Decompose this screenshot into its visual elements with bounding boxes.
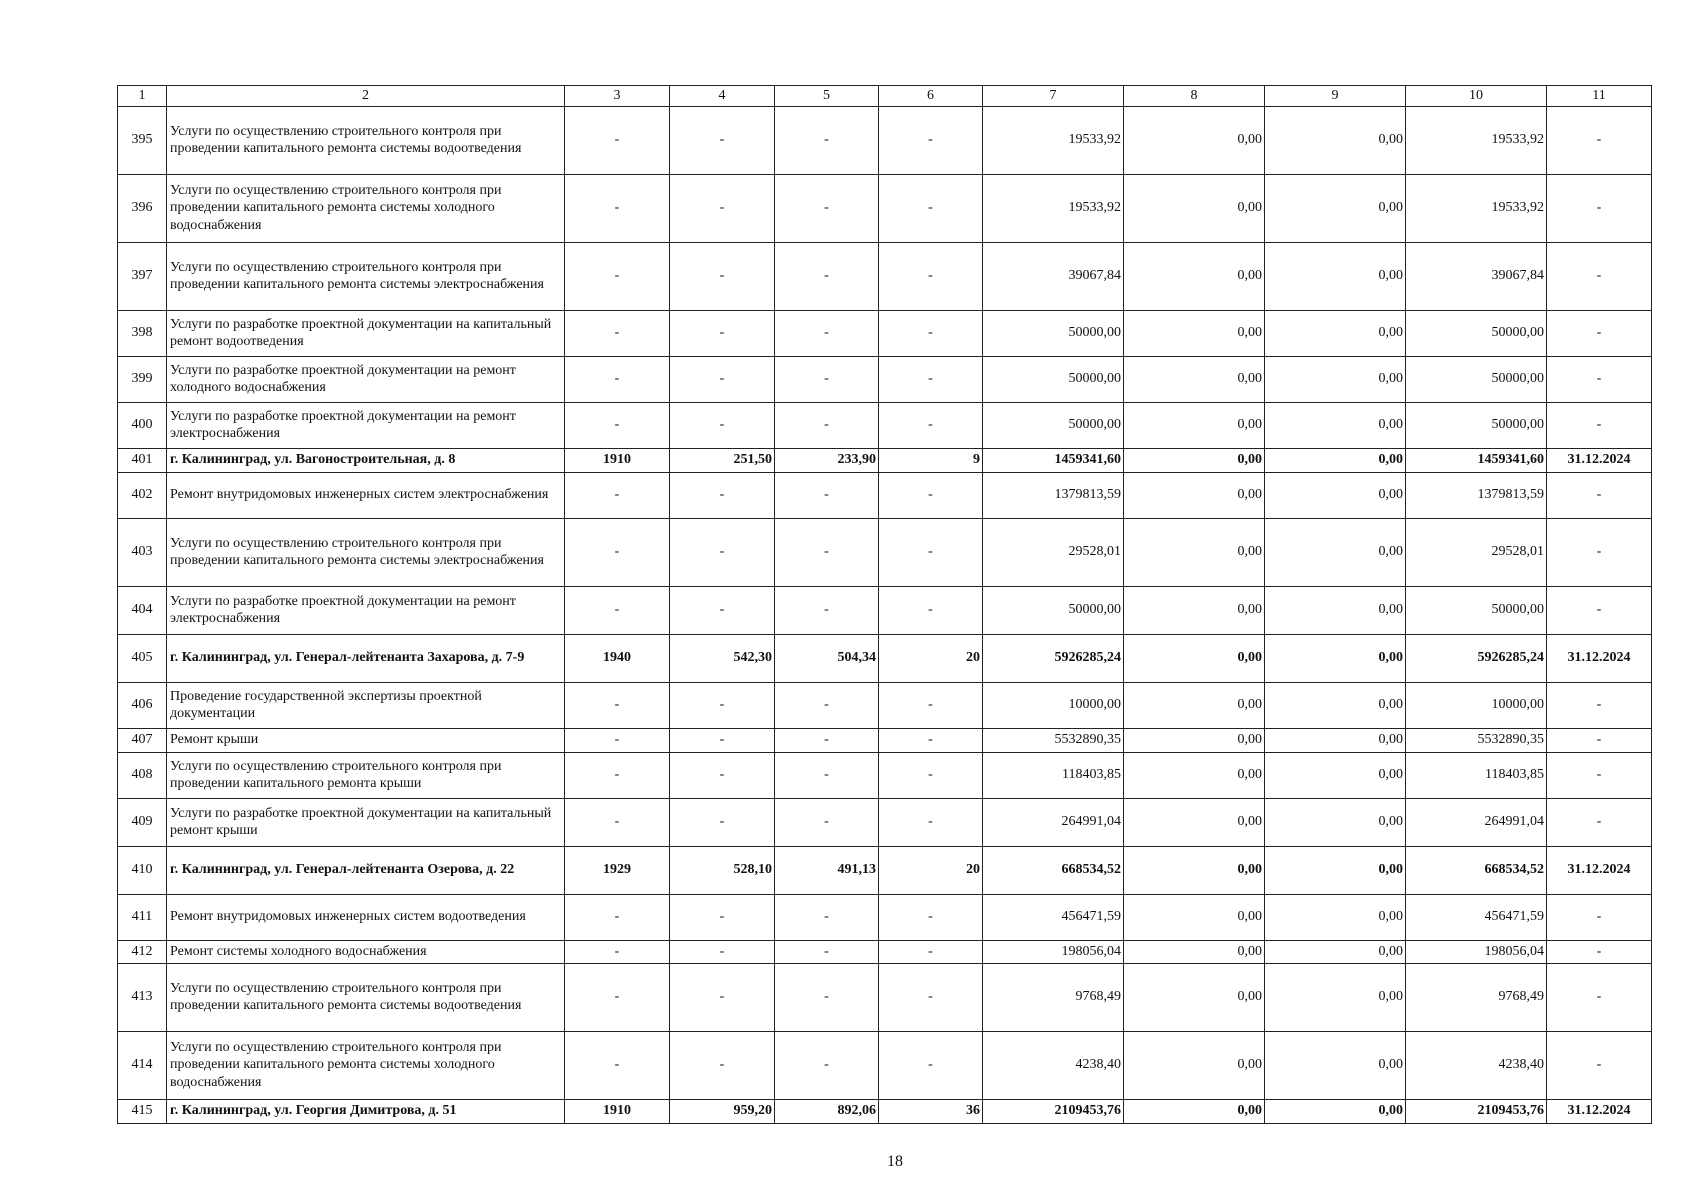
- cost-owners-cell: 9768,49: [1406, 963, 1547, 1031]
- area-living-cell: -: [775, 174, 879, 242]
- work-description-cell: Услуги по осуществлению строительного контроля при проведении капитального ремонта системы водоотведения: [167, 963, 565, 1031]
- row-number-cell: 410: [118, 846, 167, 894]
- residents-cell: 9: [879, 448, 983, 472]
- work-description-cell: Проведение государственной экспертизы проектной документации: [167, 682, 565, 728]
- area-total-cell: -: [670, 356, 775, 402]
- area-living-cell: -: [775, 798, 879, 846]
- table-row: [118, 728, 1652, 752]
- table-row: [118, 174, 1652, 242]
- area-total-cell: -: [670, 586, 775, 634]
- table-row: [118, 402, 1652, 448]
- cost-owners-cell: 4238,40: [1406, 1031, 1547, 1099]
- row-number-cell: 401: [118, 448, 167, 472]
- area-living-cell: -: [775, 106, 879, 174]
- work-description-cell: Ремонт системы холодного водоснабжения: [167, 940, 565, 963]
- cost-owners-cell: 5926285,24: [1406, 634, 1547, 682]
- deadline-cell: -: [1547, 518, 1652, 586]
- deadline-cell: -: [1547, 586, 1652, 634]
- area-total-cell: -: [670, 242, 775, 310]
- cost-other-cell: 0,00: [1265, 1031, 1406, 1099]
- residents-cell: -: [879, 752, 983, 798]
- table-row: [118, 518, 1652, 586]
- table-body: [118, 86, 1652, 1124]
- deadline-cell: -: [1547, 106, 1652, 174]
- cost-other-cell: 0,00: [1265, 894, 1406, 940]
- year-built-cell: -: [565, 894, 670, 940]
- cost-other-cell: 0,00: [1265, 682, 1406, 728]
- cost-owners-cell: 264991,04: [1406, 798, 1547, 846]
- residents-cell: -: [879, 798, 983, 846]
- year-built-cell: -: [565, 106, 670, 174]
- address-row: [118, 1099, 1652, 1123]
- year-built-cell: -: [565, 752, 670, 798]
- cost-owners-cell: 50000,00: [1406, 356, 1547, 402]
- residents-cell: -: [879, 106, 983, 174]
- work-description-cell: Услуги по осуществлению строительного контроля при проведении капитального ремонта системы водоотведения: [167, 106, 565, 174]
- cost-total-cell: 5532890,35: [983, 728, 1124, 752]
- cost-fund-cell: 0,00: [1124, 682, 1265, 728]
- deadline-cell: -: [1547, 963, 1652, 1031]
- cost-owners-cell: 19533,92: [1406, 106, 1547, 174]
- residents-cell: -: [879, 356, 983, 402]
- residents-cell: -: [879, 894, 983, 940]
- row-number-cell: 402: [118, 472, 167, 518]
- deadline-cell: -: [1547, 798, 1652, 846]
- area-living-cell: -: [775, 402, 879, 448]
- table-row: [118, 586, 1652, 634]
- deadline-cell: 31.12.2024: [1547, 1099, 1652, 1123]
- data-table: [117, 85, 1652, 1124]
- work-description-cell: Услуги по разработке проектной документации на капитальный ремонт водоотведения: [167, 310, 565, 356]
- work-description-cell: г. Калининград, ул. Георгия Димитрова, д. 51: [167, 1099, 565, 1123]
- area-living-cell: -: [775, 242, 879, 310]
- work-description-cell: г. Калининград, ул. Генерал-лейтенанта Озерова, д. 22: [167, 846, 565, 894]
- cost-fund-cell: 0,00: [1124, 728, 1265, 752]
- column-header: 8: [1124, 86, 1265, 107]
- residents-cell: -: [879, 682, 983, 728]
- area-total-cell: -: [670, 402, 775, 448]
- work-description-cell: Ремонт внутридомовых инженерных систем электроснабжения: [167, 472, 565, 518]
- column-header: 9: [1265, 86, 1406, 107]
- table-row: [118, 356, 1652, 402]
- area-total-cell: -: [670, 1031, 775, 1099]
- area-total-cell: 542,30: [670, 634, 775, 682]
- cost-owners-cell: 50000,00: [1406, 402, 1547, 448]
- area-living-cell: -: [775, 518, 879, 586]
- cost-fund-cell: 0,00: [1124, 634, 1265, 682]
- area-living-cell: -: [775, 682, 879, 728]
- area-total-cell: 528,10: [670, 846, 775, 894]
- cost-fund-cell: 0,00: [1124, 894, 1265, 940]
- residents-cell: 20: [879, 846, 983, 894]
- residents-cell: -: [879, 242, 983, 310]
- header-row: [118, 86, 1652, 107]
- page-number: 18: [887, 1153, 903, 1170]
- table-row: [118, 1031, 1652, 1099]
- year-built-cell: -: [565, 518, 670, 586]
- cost-total-cell: 50000,00: [983, 402, 1124, 448]
- cost-total-cell: 50000,00: [983, 586, 1124, 634]
- cost-total-cell: 29528,01: [983, 518, 1124, 586]
- cost-other-cell: 0,00: [1265, 798, 1406, 846]
- cost-total-cell: 19533,92: [983, 174, 1124, 242]
- row-number-cell: 396: [118, 174, 167, 242]
- cost-total-cell: 118403,85: [983, 752, 1124, 798]
- deadline-cell: -: [1547, 402, 1652, 448]
- row-number-cell: 397: [118, 242, 167, 310]
- residents-cell: -: [879, 586, 983, 634]
- work-description-cell: Услуги по осуществлению строительного контроля при проведении капитального ремонта системы электроснабжения: [167, 242, 565, 310]
- area-total-cell: -: [670, 798, 775, 846]
- column-header: 1: [118, 86, 167, 107]
- cost-other-cell: 0,00: [1265, 728, 1406, 752]
- cost-total-cell: 1459341,60: [983, 448, 1124, 472]
- cost-total-cell: 9768,49: [983, 963, 1124, 1031]
- work-description-cell: г. Калининград, ул. Генерал-лейтенанта Захарова, д. 7-9: [167, 634, 565, 682]
- cost-other-cell: 0,00: [1265, 242, 1406, 310]
- area-total-cell: -: [670, 106, 775, 174]
- row-number-cell: 415: [118, 1099, 167, 1123]
- column-header: 2: [167, 86, 565, 107]
- work-description-cell: Услуги по разработке проектной документации на капитальный ремонт крыши: [167, 798, 565, 846]
- year-built-cell: -: [565, 402, 670, 448]
- column-header: 11: [1547, 86, 1652, 107]
- year-built-cell: -: [565, 798, 670, 846]
- row-number-cell: 411: [118, 894, 167, 940]
- table-row: [118, 940, 1652, 963]
- area-living-cell: -: [775, 963, 879, 1031]
- cost-other-cell: 0,00: [1265, 472, 1406, 518]
- table-row: [118, 242, 1652, 310]
- cost-total-cell: 1379813,59: [983, 472, 1124, 518]
- row-number-cell: 399: [118, 356, 167, 402]
- deadline-cell: -: [1547, 1031, 1652, 1099]
- cost-fund-cell: 0,00: [1124, 472, 1265, 518]
- cost-total-cell: 264991,04: [983, 798, 1124, 846]
- year-built-cell: -: [565, 940, 670, 963]
- row-number-cell: 398: [118, 310, 167, 356]
- deadline-cell: -: [1547, 728, 1652, 752]
- cost-fund-cell: 0,00: [1124, 106, 1265, 174]
- area-living-cell: -: [775, 894, 879, 940]
- cost-fund-cell: 0,00: [1124, 1099, 1265, 1123]
- column-header: 4: [670, 86, 775, 107]
- area-living-cell: 892,06: [775, 1099, 879, 1123]
- deadline-cell: 31.12.2024: [1547, 448, 1652, 472]
- table-row: [118, 798, 1652, 846]
- table-row: [118, 106, 1652, 174]
- cost-owners-cell: 50000,00: [1406, 310, 1547, 356]
- year-built-cell: -: [565, 586, 670, 634]
- residents-cell: -: [879, 174, 983, 242]
- cost-total-cell: 456471,59: [983, 894, 1124, 940]
- cost-other-cell: 0,00: [1265, 310, 1406, 356]
- cost-fund-cell: 0,00: [1124, 586, 1265, 634]
- cost-other-cell: 0,00: [1265, 963, 1406, 1031]
- cost-owners-cell: 1379813,59: [1406, 472, 1547, 518]
- year-built-cell: -: [565, 310, 670, 356]
- cost-total-cell: 198056,04: [983, 940, 1124, 963]
- cost-owners-cell: 39067,84: [1406, 242, 1547, 310]
- cost-fund-cell: 0,00: [1124, 940, 1265, 963]
- deadline-cell: -: [1547, 682, 1652, 728]
- area-total-cell: -: [670, 940, 775, 963]
- year-built-cell: -: [565, 356, 670, 402]
- cost-owners-cell: 198056,04: [1406, 940, 1547, 963]
- area-total-cell: -: [670, 752, 775, 798]
- area-living-cell: -: [775, 1031, 879, 1099]
- residents-cell: 36: [879, 1099, 983, 1123]
- table-row: [118, 472, 1652, 518]
- table-row: [118, 752, 1652, 798]
- residents-cell: -: [879, 310, 983, 356]
- cost-other-cell: 0,00: [1265, 174, 1406, 242]
- area-living-cell: 504,34: [775, 634, 879, 682]
- table-row: [118, 310, 1652, 356]
- cost-fund-cell: 0,00: [1124, 356, 1265, 402]
- deadline-cell: -: [1547, 310, 1652, 356]
- address-row: [118, 846, 1652, 894]
- residents-cell: -: [879, 940, 983, 963]
- area-living-cell: -: [775, 472, 879, 518]
- work-description-cell: Услуги по разработке проектной документации на ремонт электроснабжения: [167, 402, 565, 448]
- cost-fund-cell: 0,00: [1124, 846, 1265, 894]
- cost-total-cell: 668534,52: [983, 846, 1124, 894]
- address-row: [118, 448, 1652, 472]
- year-built-cell: -: [565, 682, 670, 728]
- cost-total-cell: 50000,00: [983, 310, 1124, 356]
- area-total-cell: -: [670, 472, 775, 518]
- cost-other-cell: 0,00: [1265, 448, 1406, 472]
- work-description-cell: Услуги по осуществлению строительного контроля при проведении капитального ремонта системы электроснабжения: [167, 518, 565, 586]
- row-number-cell: 400: [118, 402, 167, 448]
- work-description-cell: г. Калининград, ул. Вагоностроительная, д. 8: [167, 448, 565, 472]
- column-header: 7: [983, 86, 1124, 107]
- deadline-cell: -: [1547, 174, 1652, 242]
- cost-owners-cell: 2109453,76: [1406, 1099, 1547, 1123]
- year-built-cell: -: [565, 242, 670, 310]
- area-total-cell: -: [670, 728, 775, 752]
- column-header: 10: [1406, 86, 1547, 107]
- cost-total-cell: 39067,84: [983, 242, 1124, 310]
- deadline-cell: -: [1547, 472, 1652, 518]
- cost-other-cell: 0,00: [1265, 752, 1406, 798]
- area-living-cell: -: [775, 728, 879, 752]
- area-total-cell: -: [670, 963, 775, 1031]
- column-header: 6: [879, 86, 983, 107]
- row-number-cell: 405: [118, 634, 167, 682]
- cost-other-cell: 0,00: [1265, 356, 1406, 402]
- column-header: 3: [565, 86, 670, 107]
- year-built-cell: 1910: [565, 1099, 670, 1123]
- cost-other-cell: 0,00: [1265, 634, 1406, 682]
- row-number-cell: 412: [118, 940, 167, 963]
- cost-owners-cell: 10000,00: [1406, 682, 1547, 728]
- year-built-cell: -: [565, 963, 670, 1031]
- area-total-cell: 959,20: [670, 1099, 775, 1123]
- residents-cell: -: [879, 963, 983, 1031]
- deadline-cell: -: [1547, 940, 1652, 963]
- cost-fund-cell: 0,00: [1124, 310, 1265, 356]
- area-total-cell: -: [670, 174, 775, 242]
- cost-owners-cell: 118403,85: [1406, 752, 1547, 798]
- work-description-cell: Ремонт внутридомовых инженерных систем водоотведения: [167, 894, 565, 940]
- row-number-cell: 414: [118, 1031, 167, 1099]
- cost-owners-cell: 50000,00: [1406, 586, 1547, 634]
- residents-cell: -: [879, 472, 983, 518]
- deadline-cell: -: [1547, 242, 1652, 310]
- cost-other-cell: 0,00: [1265, 1099, 1406, 1123]
- cost-total-cell: 4238,40: [983, 1031, 1124, 1099]
- cost-fund-cell: 0,00: [1124, 518, 1265, 586]
- cost-owners-cell: 5532890,35: [1406, 728, 1547, 752]
- area-living-cell: -: [775, 752, 879, 798]
- area-total-cell: -: [670, 894, 775, 940]
- row-number-cell: 408: [118, 752, 167, 798]
- cost-other-cell: 0,00: [1265, 106, 1406, 174]
- cost-total-cell: 5926285,24: [983, 634, 1124, 682]
- cost-owners-cell: 19533,92: [1406, 174, 1547, 242]
- cost-fund-cell: 0,00: [1124, 963, 1265, 1031]
- deadline-cell: 31.12.2024: [1547, 634, 1652, 682]
- table-row: [118, 963, 1652, 1031]
- area-living-cell: -: [775, 310, 879, 356]
- cost-fund-cell: 0,00: [1124, 174, 1265, 242]
- work-description-cell: Услуги по разработке проектной документации на ремонт электроснабжения: [167, 586, 565, 634]
- row-number-cell: 413: [118, 963, 167, 1031]
- deadline-cell: -: [1547, 894, 1652, 940]
- deadline-cell: -: [1547, 356, 1652, 402]
- residents-cell: -: [879, 518, 983, 586]
- work-description-cell: Услуги по осуществлению строительного контроля при проведении капитального ремонта крыши: [167, 752, 565, 798]
- row-number-cell: 395: [118, 106, 167, 174]
- area-living-cell: -: [775, 940, 879, 963]
- deadline-cell: -: [1547, 752, 1652, 798]
- cost-other-cell: 0,00: [1265, 940, 1406, 963]
- area-total-cell: -: [670, 682, 775, 728]
- cost-fund-cell: 0,00: [1124, 752, 1265, 798]
- year-built-cell: -: [565, 174, 670, 242]
- cost-fund-cell: 0,00: [1124, 402, 1265, 448]
- year-built-cell: 1940: [565, 634, 670, 682]
- residents-cell: 20: [879, 634, 983, 682]
- year-built-cell: -: [565, 472, 670, 518]
- cost-owners-cell: 456471,59: [1406, 894, 1547, 940]
- cost-other-cell: 0,00: [1265, 846, 1406, 894]
- row-number-cell: 406: [118, 682, 167, 728]
- area-total-cell: -: [670, 518, 775, 586]
- residents-cell: -: [879, 1031, 983, 1099]
- table-row: [118, 682, 1652, 728]
- table-row: [118, 894, 1652, 940]
- work-description-cell: Услуги по осуществлению строительного контроля при проведении капитального ремонта системы холодного водоснабжения: [167, 174, 565, 242]
- area-living-cell: 491,13: [775, 846, 879, 894]
- work-description-cell: Услуги по разработке проектной документации на ремонт холодного водоснабжения: [167, 356, 565, 402]
- area-living-cell: 233,90: [775, 448, 879, 472]
- cost-other-cell: 0,00: [1265, 586, 1406, 634]
- residents-cell: -: [879, 402, 983, 448]
- area-total-cell: 251,50: [670, 448, 775, 472]
- residents-cell: -: [879, 728, 983, 752]
- cost-total-cell: 19533,92: [983, 106, 1124, 174]
- cost-owners-cell: 668534,52: [1406, 846, 1547, 894]
- cost-total-cell: 2109453,76: [983, 1099, 1124, 1123]
- work-description-cell: Ремонт крыши: [167, 728, 565, 752]
- area-living-cell: -: [775, 586, 879, 634]
- year-built-cell: 1929: [565, 846, 670, 894]
- row-number-cell: 407: [118, 728, 167, 752]
- column-header: 5: [775, 86, 879, 107]
- area-living-cell: -: [775, 356, 879, 402]
- row-number-cell: 404: [118, 586, 167, 634]
- row-number-cell: 403: [118, 518, 167, 586]
- cost-fund-cell: 0,00: [1124, 798, 1265, 846]
- cost-other-cell: 0,00: [1265, 518, 1406, 586]
- cost-fund-cell: 0,00: [1124, 242, 1265, 310]
- cost-fund-cell: 0,00: [1124, 1031, 1265, 1099]
- cost-total-cell: 50000,00: [983, 356, 1124, 402]
- year-built-cell: -: [565, 1031, 670, 1099]
- cost-fund-cell: 0,00: [1124, 448, 1265, 472]
- row-number-cell: 409: [118, 798, 167, 846]
- cost-total-cell: 10000,00: [983, 682, 1124, 728]
- year-built-cell: -: [565, 728, 670, 752]
- area-total-cell: -: [670, 310, 775, 356]
- cost-other-cell: 0,00: [1265, 402, 1406, 448]
- address-row: [118, 634, 1652, 682]
- work-description-cell: Услуги по осуществлению строительного контроля при проведении капитального ремонта системы холодного водоснабжения: [167, 1031, 565, 1099]
- year-built-cell: 1910: [565, 448, 670, 472]
- cost-owners-cell: 29528,01: [1406, 518, 1547, 586]
- deadline-cell: 31.12.2024: [1547, 846, 1652, 894]
- cost-owners-cell: 1459341,60: [1406, 448, 1547, 472]
